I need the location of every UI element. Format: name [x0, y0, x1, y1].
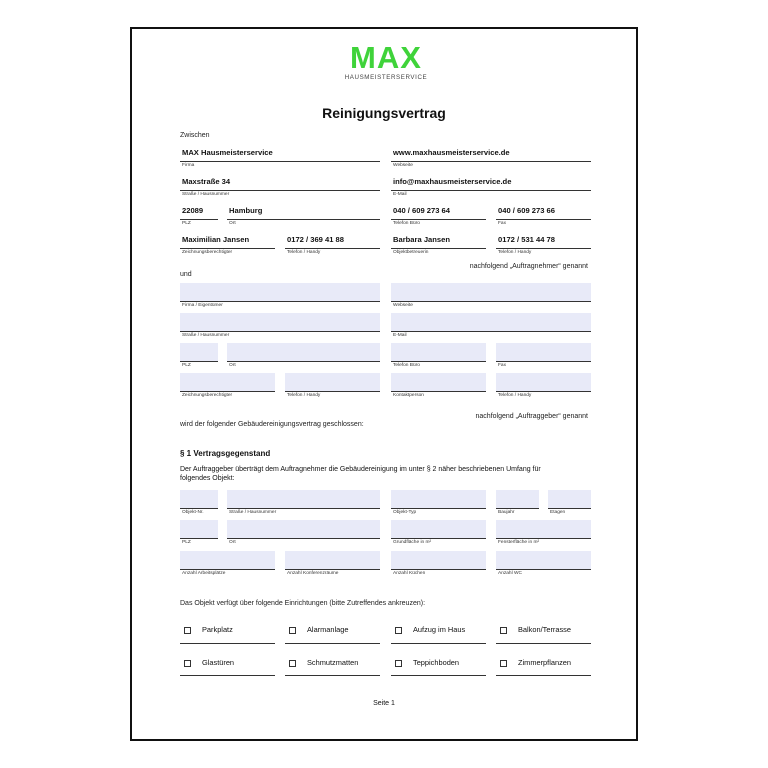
client-ort-input[interactable]: [227, 343, 380, 362]
client-firma-input[interactable]: [180, 283, 380, 302]
facility-label: Aufzug im Haus: [413, 625, 466, 634]
closing-text: wird der folgender Gebäudereinigungsvertrag geschlossen:: [180, 421, 364, 428]
contractor-zeichnung-label: Zeichnungsberechtigter: [182, 250, 233, 255]
client-email-label: E-Mail: [393, 333, 407, 338]
section1-paragraph: [180, 465, 592, 483]
intro-text: Zwischen: [180, 132, 210, 139]
wc-label: Anzahl WC: [498, 571, 522, 576]
client-plz-label: PLZ: [182, 363, 191, 368]
contractor-plz-value: 22089: [182, 206, 204, 215]
document-title: Reinigungsvertrag: [322, 105, 446, 121]
contractor-email-value: info@maxhausmeisterservice.de: [393, 177, 512, 186]
client-strasse-input[interactable]: [180, 313, 380, 332]
objekt-strasse-label: Straße / Hausnummer: [229, 510, 277, 515]
section1-paragraph-line2: folgendes Objekt:: [180, 475, 235, 482]
contractor-telefon-handy-label: Telefon / Handy: [287, 250, 321, 255]
client-telefon-buero-label: Telefon Büro: [393, 363, 420, 368]
client-firma-label: Firma / Eigentümer: [182, 303, 223, 308]
facility-label: Balkon/Terrasse: [518, 625, 571, 634]
checkbox[interactable]: [395, 660, 402, 667]
facility-label: Parkplatz: [202, 625, 233, 634]
contractor-email-label: E-Mail: [393, 192, 407, 197]
company-logo: [338, 40, 434, 81]
facility-label: Schmutzmatten: [307, 658, 359, 667]
contractor-telefon-handy-value: 0172 / 369 41 88: [287, 235, 345, 244]
contractor-telefon-buero-value: 040 / 609 273 64: [393, 206, 451, 215]
checkbox[interactable]: [289, 627, 296, 634]
client-fax-label: Fax: [498, 363, 506, 368]
field-line: [391, 675, 486, 676]
page-number: Seite 1: [373, 700, 395, 707]
facility-label: Glastüren: [202, 658, 235, 667]
contractor-telefon-buero-label: Telefon Büro: [393, 221, 420, 226]
contractor-firma-label: Firma: [182, 163, 195, 168]
field-line: [180, 643, 275, 644]
section1-paragraph-line1: Der Auftraggeber überträgt dem Auftragnehmer die Gebäudereinigung im unter § 2 näher beschriebenen Umfang für: [180, 466, 541, 473]
checkbox[interactable]: [184, 660, 191, 667]
client-kontakt-input[interactable]: [391, 373, 486, 392]
grundflaeche-label: Grundfläche in m²: [393, 540, 432, 545]
client-zeichnung-label: Zeichnungsberechtigter: [182, 393, 233, 398]
contractor-strasse-label: Straße / Hausnummer: [182, 192, 230, 197]
fensterflaeche-input[interactable]: [496, 520, 591, 539]
client-telefon-handy2-label: Telefon / Handy: [498, 393, 532, 398]
field-line: [227, 219, 380, 220]
client-zeichnung-input[interactable]: [180, 373, 275, 392]
field-line: [391, 643, 486, 644]
field-line: [180, 190, 380, 191]
field-line: [391, 190, 591, 191]
field-line: [285, 675, 380, 676]
section1-heading: § 1 Vertragsgegenstand: [180, 449, 271, 458]
field-line: [391, 248, 486, 249]
contractor-objektbetreuer-value: Barbara Jansen: [393, 235, 450, 244]
contractor-ort-label: Ort: [229, 221, 236, 226]
and-text: und: [180, 271, 192, 278]
objekt-typ-label: Objekt-Typ: [393, 510, 417, 515]
field-line: [496, 643, 591, 644]
client-telefon-handy-input[interactable]: [285, 373, 380, 392]
client-note: nachfolgend „Auftraggeber“ genannt: [475, 413, 588, 420]
baujahr-input[interactable]: [496, 490, 539, 509]
objekt-typ-input[interactable]: [391, 490, 486, 509]
baujahr-label: Baujahr: [498, 510, 515, 515]
contractor-webseite-label: Webseite: [393, 163, 413, 168]
field-line: [180, 248, 275, 249]
grundflaeche-input[interactable]: [391, 520, 486, 539]
client-webseite-label: Webseite: [393, 303, 413, 308]
field-line: [391, 219, 486, 220]
etagen-label: Etagen: [550, 510, 566, 515]
client-telefon-handy2-input[interactable]: [496, 373, 591, 392]
wc-input[interactable]: [496, 551, 591, 570]
arbeitsplaetze-input[interactable]: [180, 551, 275, 570]
contractor-fax-label: Fax: [498, 221, 506, 226]
contractor-note: nachfolgend „Auftragnehmer“ genannt: [469, 263, 588, 270]
logo-wordmark: MAX: [350, 40, 422, 75]
objekt-plz-input[interactable]: [180, 520, 218, 539]
contractor-telefon-handy2-value: 0172 / 531 44 78: [498, 235, 556, 244]
objekt-nr-label: Objekt-Nr.: [182, 510, 204, 515]
facilities-intro: Das Objekt verfügt über folgende Einrichtungen (bitte Zutreffendes ankreuzen):: [180, 600, 426, 607]
contract-page: [130, 27, 638, 741]
contractor-webseite-value: www.maxhausmeisterservice.de: [393, 148, 510, 157]
client-plz-input[interactable]: [180, 343, 218, 362]
objekt-strasse-input[interactable]: [227, 490, 380, 509]
objekt-ort-input[interactable]: [227, 520, 380, 539]
contractor-objektbetreuer-label: Objektbetreuerin: [393, 250, 429, 255]
client-kontakt-label: Kontaktperson: [393, 393, 424, 398]
client-fax-input[interactable]: [496, 343, 591, 362]
contractor-telefon-handy2-label: Telefon / Handy: [498, 250, 532, 255]
konferenzraeume-input[interactable]: [285, 551, 380, 570]
client-telefon-handy-label: Telefon / Handy: [287, 393, 321, 398]
checkbox[interactable]: [500, 660, 507, 667]
contractor-zeichnung-value: Maximilian Jansen: [182, 235, 250, 244]
kuechen-input[interactable]: [391, 551, 486, 570]
logo-subtitle: HAUSMEISTERSERVICE: [344, 74, 428, 81]
field-line: [180, 219, 218, 220]
konferenzraeume-label: Anzahl Konferenzräume: [287, 571, 339, 576]
field-line: [180, 675, 275, 676]
checkbox[interactable]: [184, 627, 191, 634]
facility-label: Teppichboden: [413, 658, 460, 667]
contractor-ort-value: Hamburg: [229, 206, 263, 215]
contractor-strasse-value: Maxstraße 34: [182, 177, 231, 186]
checkbox[interactable]: [500, 627, 507, 634]
contractor-firma-value: MAX Hausmeisterservice: [182, 148, 273, 157]
field-line: [285, 248, 380, 249]
field-line: [496, 248, 591, 249]
facility-label: Alarmanlage: [307, 625, 349, 634]
contractor-plz-label: PLZ: [182, 221, 191, 226]
field-line: [496, 675, 591, 676]
checkbox[interactable]: [289, 660, 296, 667]
checkbox[interactable]: [395, 627, 402, 634]
field-line: [496, 219, 591, 220]
contractor-fax-value: 040 / 609 273 66: [498, 206, 556, 215]
client-telefon-buero-input[interactable]: [391, 343, 486, 362]
objekt-ort-label: Ort: [229, 540, 236, 545]
client-webseite-input[interactable]: [391, 283, 591, 302]
etagen-input[interactable]: [548, 490, 591, 509]
arbeitsplaetze-label: Anzahl Arbeitsplätze: [182, 571, 226, 576]
fensterflaeche-label: Fensterfläche in m²: [498, 540, 540, 545]
kuechen-label: Anzahl Küchen: [393, 571, 426, 576]
client-strasse-label: Straße / Hausnummer: [182, 333, 230, 338]
client-email-input[interactable]: [391, 313, 591, 332]
field-line: [285, 643, 380, 644]
client-ort-label: Ort: [229, 363, 236, 368]
facility-label: Zimmerpflanzen: [518, 658, 571, 667]
field-line: [391, 161, 591, 162]
objekt-plz-label: PLZ: [182, 540, 191, 545]
field-line: [180, 161, 380, 162]
objekt-nr-input[interactable]: [180, 490, 218, 509]
